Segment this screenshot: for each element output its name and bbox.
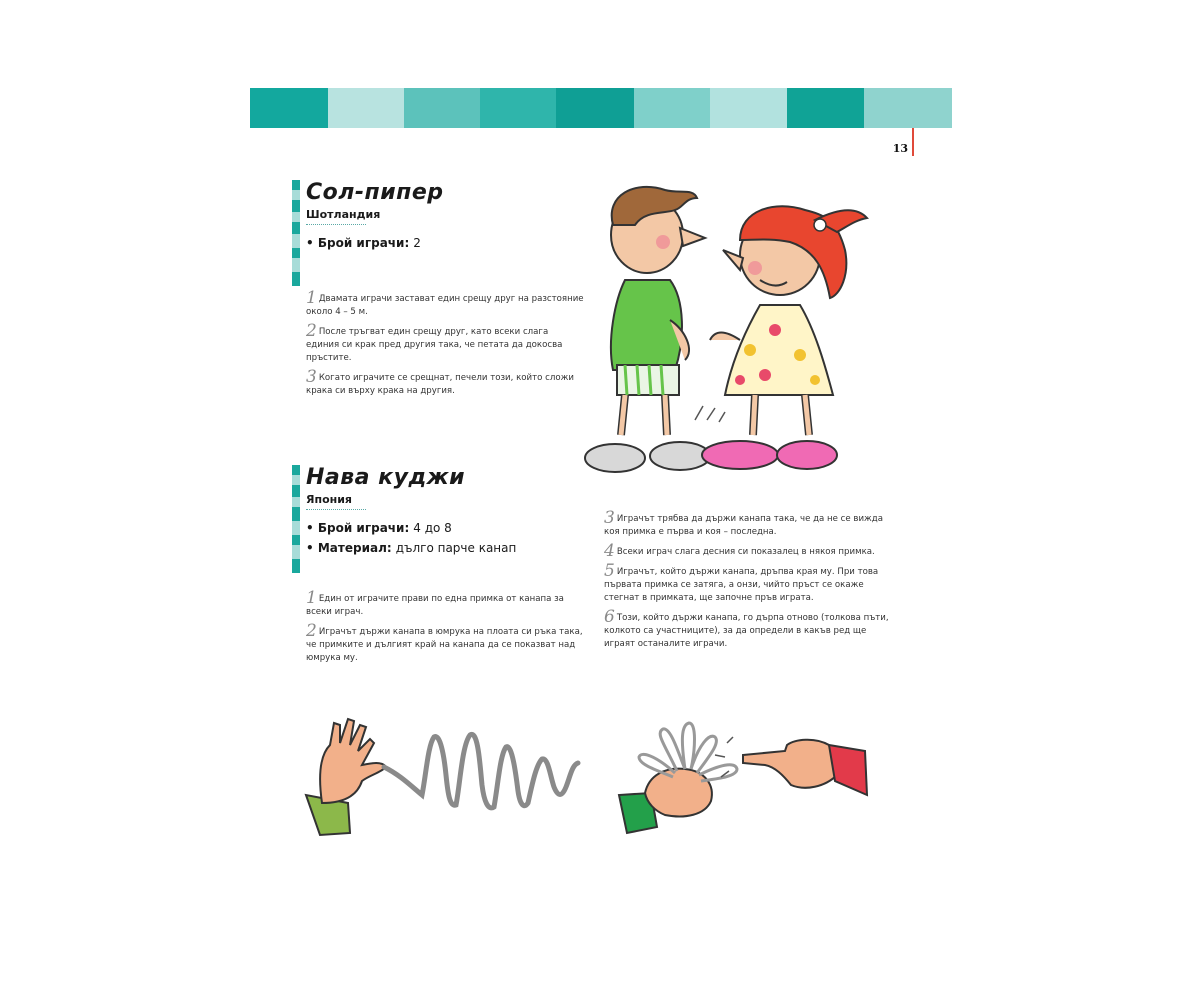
step-item [306, 288, 584, 319]
motion-lines [695, 406, 725, 422]
step-number: 3 [306, 367, 317, 387]
step-item [604, 607, 894, 651]
side-bar [292, 258, 300, 272]
side-bar [292, 475, 300, 485]
info-value: 4 до 8 [413, 521, 452, 535]
info-item-players [306, 236, 421, 250]
side-bar [292, 465, 300, 475]
page-number-rule [912, 128, 914, 156]
side-bar [292, 200, 300, 212]
step-number: 1 [306, 288, 317, 308]
side-bar [292, 485, 300, 497]
step-text: После тръгват един срещу друг, като всеки слага единия си крак пред другия така, че петата да докосва пръстите. [306, 327, 563, 363]
boy-figure [585, 187, 710, 472]
step-item [306, 367, 584, 398]
section-title: Сол-пипер [306, 180, 444, 205]
side-bar [292, 521, 300, 535]
step-number: 2 [306, 621, 317, 641]
side-bar [292, 222, 300, 234]
info-label: Брой играчи: [317, 521, 410, 535]
hand-string-illustration [300, 715, 590, 840]
step-item [604, 561, 894, 605]
strip-block [710, 88, 787, 128]
step-text: Когато играчите се срещнат, печели този, който сложи крака си върху крака на другия. [306, 373, 574, 396]
info-value: дълго парче канап [395, 541, 517, 555]
section-side-bars [292, 465, 300, 573]
strip-block [250, 88, 328, 128]
step-item [604, 508, 894, 539]
section-country: Шотландия [306, 208, 381, 221]
step-number: 1 [306, 588, 317, 608]
step-text: Двамата играчи застават един срещу друг на разстояние около 4 – 5 м. [306, 294, 584, 317]
step-text: Играчът държи канапа в юмрука на плоата си ръка така, че примките и дългият край на канапа да се показват над юмрука му. [306, 627, 583, 663]
strip-block [556, 88, 634, 128]
info-label: Брой играчи: [317, 236, 410, 250]
step-item [306, 588, 586, 619]
player-info-list [306, 236, 421, 256]
step-text: Всеки играч слага десния си показалец в някоя примка. [616, 547, 875, 557]
step-number: 4 [604, 541, 615, 561]
kids-illustration [575, 180, 875, 480]
step-number: 6 [604, 607, 615, 627]
strip-block [328, 88, 404, 128]
step-text: Играчът, който държи канапа, дръпва края му. При това първата примка се затяга, а онзи, чийто пръст се окаже стегнат в примката, ще започне пръв играта. [604, 567, 879, 603]
section-rule [306, 509, 366, 510]
steps-sol-piper [306, 288, 584, 404]
side-bar [292, 234, 300, 248]
side-bar [292, 507, 300, 521]
steps-nava-kudji-right [604, 508, 894, 657]
strip-block [480, 88, 556, 128]
step-text: Един от играчите прави по една примка от канапа за всеки играч. [306, 594, 564, 617]
section-title: Нава куджи [306, 465, 466, 490]
step-text: Този, който държи канапа, го дърпа отново (толкова пъти, колкото са участниците), за да определи в какъв ред ще играят останалите играчи. [604, 613, 889, 649]
section-country: Япония [306, 493, 352, 506]
girl-figure [702, 206, 867, 469]
section-side-bars [292, 180, 300, 286]
section-sol-piper [292, 180, 582, 290]
info-item-players [306, 521, 516, 535]
hands-loops-illustration [615, 715, 875, 840]
step-item [306, 621, 586, 665]
top-color-strip [250, 88, 952, 128]
section-rule [306, 224, 366, 225]
step-number: 3 [604, 508, 615, 528]
strip-block [787, 88, 864, 128]
side-bar [292, 497, 300, 507]
side-bar [292, 272, 300, 286]
strip-block [634, 88, 710, 128]
steps-nava-kudji-left [306, 588, 586, 671]
info-value: 2 [413, 236, 421, 250]
side-bar [292, 190, 300, 200]
side-bar [292, 559, 300, 573]
step-item [306, 321, 584, 365]
side-bar [292, 545, 300, 559]
strip-block [404, 88, 480, 128]
strip-block [864, 88, 952, 128]
side-bar [292, 180, 300, 190]
side-bar [292, 212, 300, 222]
side-bar [292, 248, 300, 258]
step-text: Играчът трябва да държи канапа така, че да не се вижда коя примка е първа и коя – последна. [604, 514, 884, 537]
page-number: 13 [892, 142, 908, 155]
info-item-material [306, 541, 516, 555]
step-number: 2 [306, 321, 317, 341]
player-info-list [306, 521, 516, 561]
info-label: Материал: [317, 541, 392, 555]
step-number: 5 [604, 561, 615, 581]
side-bar [292, 535, 300, 545]
step-item [604, 541, 894, 561]
section-nava-kudji [292, 465, 592, 575]
